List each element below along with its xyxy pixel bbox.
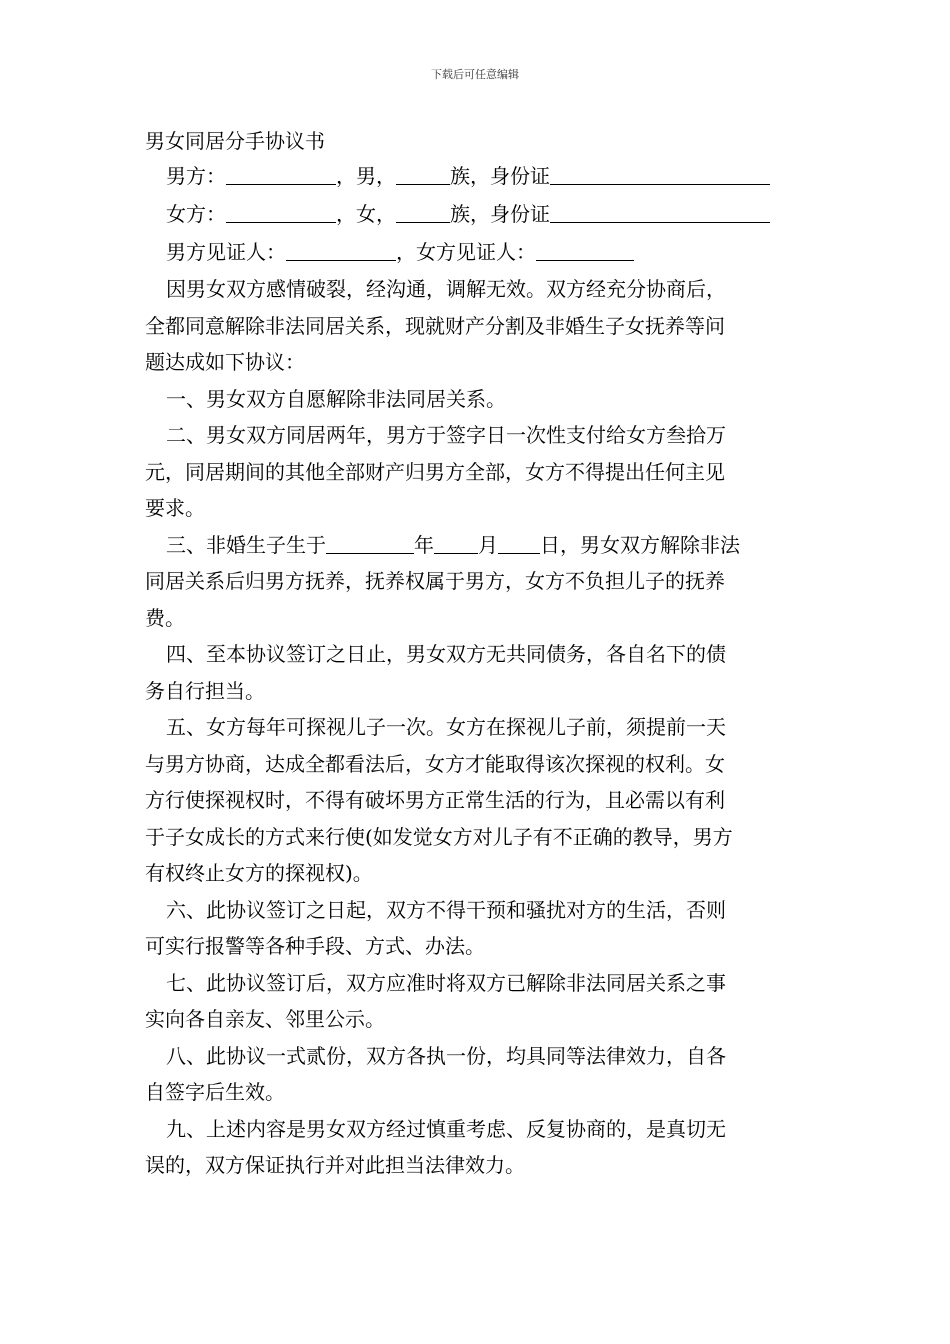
clause-line: 费。 <box>145 605 185 630</box>
birth-day-blank[interactable] <box>498 531 540 554</box>
clause-line: 自签字后生效。 <box>145 1080 285 1104</box>
clause-line: 方行使探视权时，不得有破坏男方正常生活的行为，且必需以有利 <box>145 788 725 812</box>
clause-line: 一、男女双方自愿解除非法同居关系。 <box>166 386 506 411</box>
witness-sep: ， <box>396 240 416 264</box>
clause-6 <box>145 892 810 965</box>
clause-line: 七、此协议签订后，双方应准时将双方已解除非法同居关系之事 <box>166 970 726 995</box>
male-name-blank[interactable] <box>226 162 336 185</box>
clause-line: 可实行报警等各种手段、方式、办法。 <box>145 934 485 958</box>
intro-line: 因男女双方感情破裂，经沟通，调解无效。双方经充分协商后， <box>166 277 726 301</box>
male-witness-label: 男方见证人： <box>166 240 286 264</box>
document-title: 男女同居分手协议书 <box>145 129 325 153</box>
female-witness-label: 女方见证人： <box>416 240 536 264</box>
female-witness-blank[interactable] <box>536 238 634 261</box>
clause-line: 误的，双方保证执行并对此担当法律效力。 <box>145 1153 525 1177</box>
male-label: 男方： <box>166 164 226 188</box>
document-body <box>145 125 810 1184</box>
clause-line: 实向各自亲友、邻里公示。 <box>145 1007 385 1031</box>
female-id-blank[interactable] <box>550 200 770 223</box>
clause-line: 五、女方每年可探视儿子一次。女方在探视儿子前，须提前一天 <box>166 715 726 739</box>
clause-4 <box>145 636 810 709</box>
female-ethnic-blank[interactable] <box>396 200 450 223</box>
intro-line: 题达成如下协议： <box>145 350 305 374</box>
clause-8 <box>145 1038 810 1111</box>
clause-line: 有权终止女方的探视权)。 <box>145 861 373 885</box>
intro-paragraph <box>145 271 810 381</box>
year-label: 年 <box>414 532 434 557</box>
male-witness-blank[interactable] <box>286 238 396 261</box>
male-info-line <box>145 157 810 195</box>
male-ethnic-label: 族，身份证 <box>450 164 550 188</box>
clause-1 <box>145 381 810 418</box>
male-gender: 男， <box>356 164 396 188</box>
clause-line: 八、此协议一式贰份，双方各执一份，均具同等法律效力，自各 <box>166 1043 726 1068</box>
clause-5 <box>145 709 810 892</box>
clause-line: 六、此协议签订之日起，双方不得干预和骚扰对方的生活，否则 <box>166 897 726 922</box>
male-id-blank[interactable] <box>550 162 770 185</box>
clause-line: 与男方协商，达成全都看法后，女方才能取得该次探视的权利。女 <box>145 751 725 776</box>
clause-line: 同居关系后归男方抚养，抚养权属于男方，女方不负担儿子的抚养 <box>145 569 725 593</box>
female-sep: ， <box>336 202 356 226</box>
birth-month-blank[interactable] <box>434 531 478 554</box>
clause-line: 四、至本协议签订之日止，男女双方无共同债务，各自名下的债 <box>166 642 726 666</box>
female-label: 女方： <box>166 202 226 226</box>
female-ethnic-label: 族，身份证 <box>450 202 550 226</box>
female-info-line <box>145 195 810 233</box>
clause-line: 要求。 <box>145 496 205 520</box>
clause-9 <box>145 1111 810 1184</box>
witness-line <box>145 233 810 271</box>
clause-line: 二、男女双方同居两年，男方于签字日一次性支付给女方叁拾万 <box>166 423 726 447</box>
month-label: 月 <box>478 532 498 557</box>
clause-3-first-line <box>145 527 810 564</box>
clause-7 <box>145 965 810 1038</box>
day-label: 日，男女双方解除非法 <box>540 532 740 557</box>
intro-line: 全都同意解除非法同居关系，现就财产分割及非婚生子女抚养等问 <box>145 313 725 338</box>
clause-2 <box>145 417 810 527</box>
clause-3 <box>145 527 810 637</box>
clause-line: 务自行担当。 <box>145 678 265 703</box>
clause-3-part1: 三、非婚生子生于 <box>166 532 326 557</box>
male-ethnic-blank[interactable] <box>396 162 450 185</box>
female-name-blank[interactable] <box>226 200 336 223</box>
male-sep: ， <box>336 164 356 188</box>
clause-line: 九、上述内容是男女双方经过慎重考虑、反复协商的，是真切无 <box>166 1116 726 1141</box>
birth-year-blank[interactable] <box>326 531 414 554</box>
female-gender: 女， <box>356 202 396 226</box>
page-header-note: 下载后可任意编辑 <box>431 68 519 81</box>
clause-line: 于子女成长的方式来行使(如发觉女方对儿子有不正确的教导，男方 <box>145 824 733 849</box>
clause-line: 元，同居期间的其他全部财产归男方全部，女方不得提出任何主见 <box>145 459 725 484</box>
